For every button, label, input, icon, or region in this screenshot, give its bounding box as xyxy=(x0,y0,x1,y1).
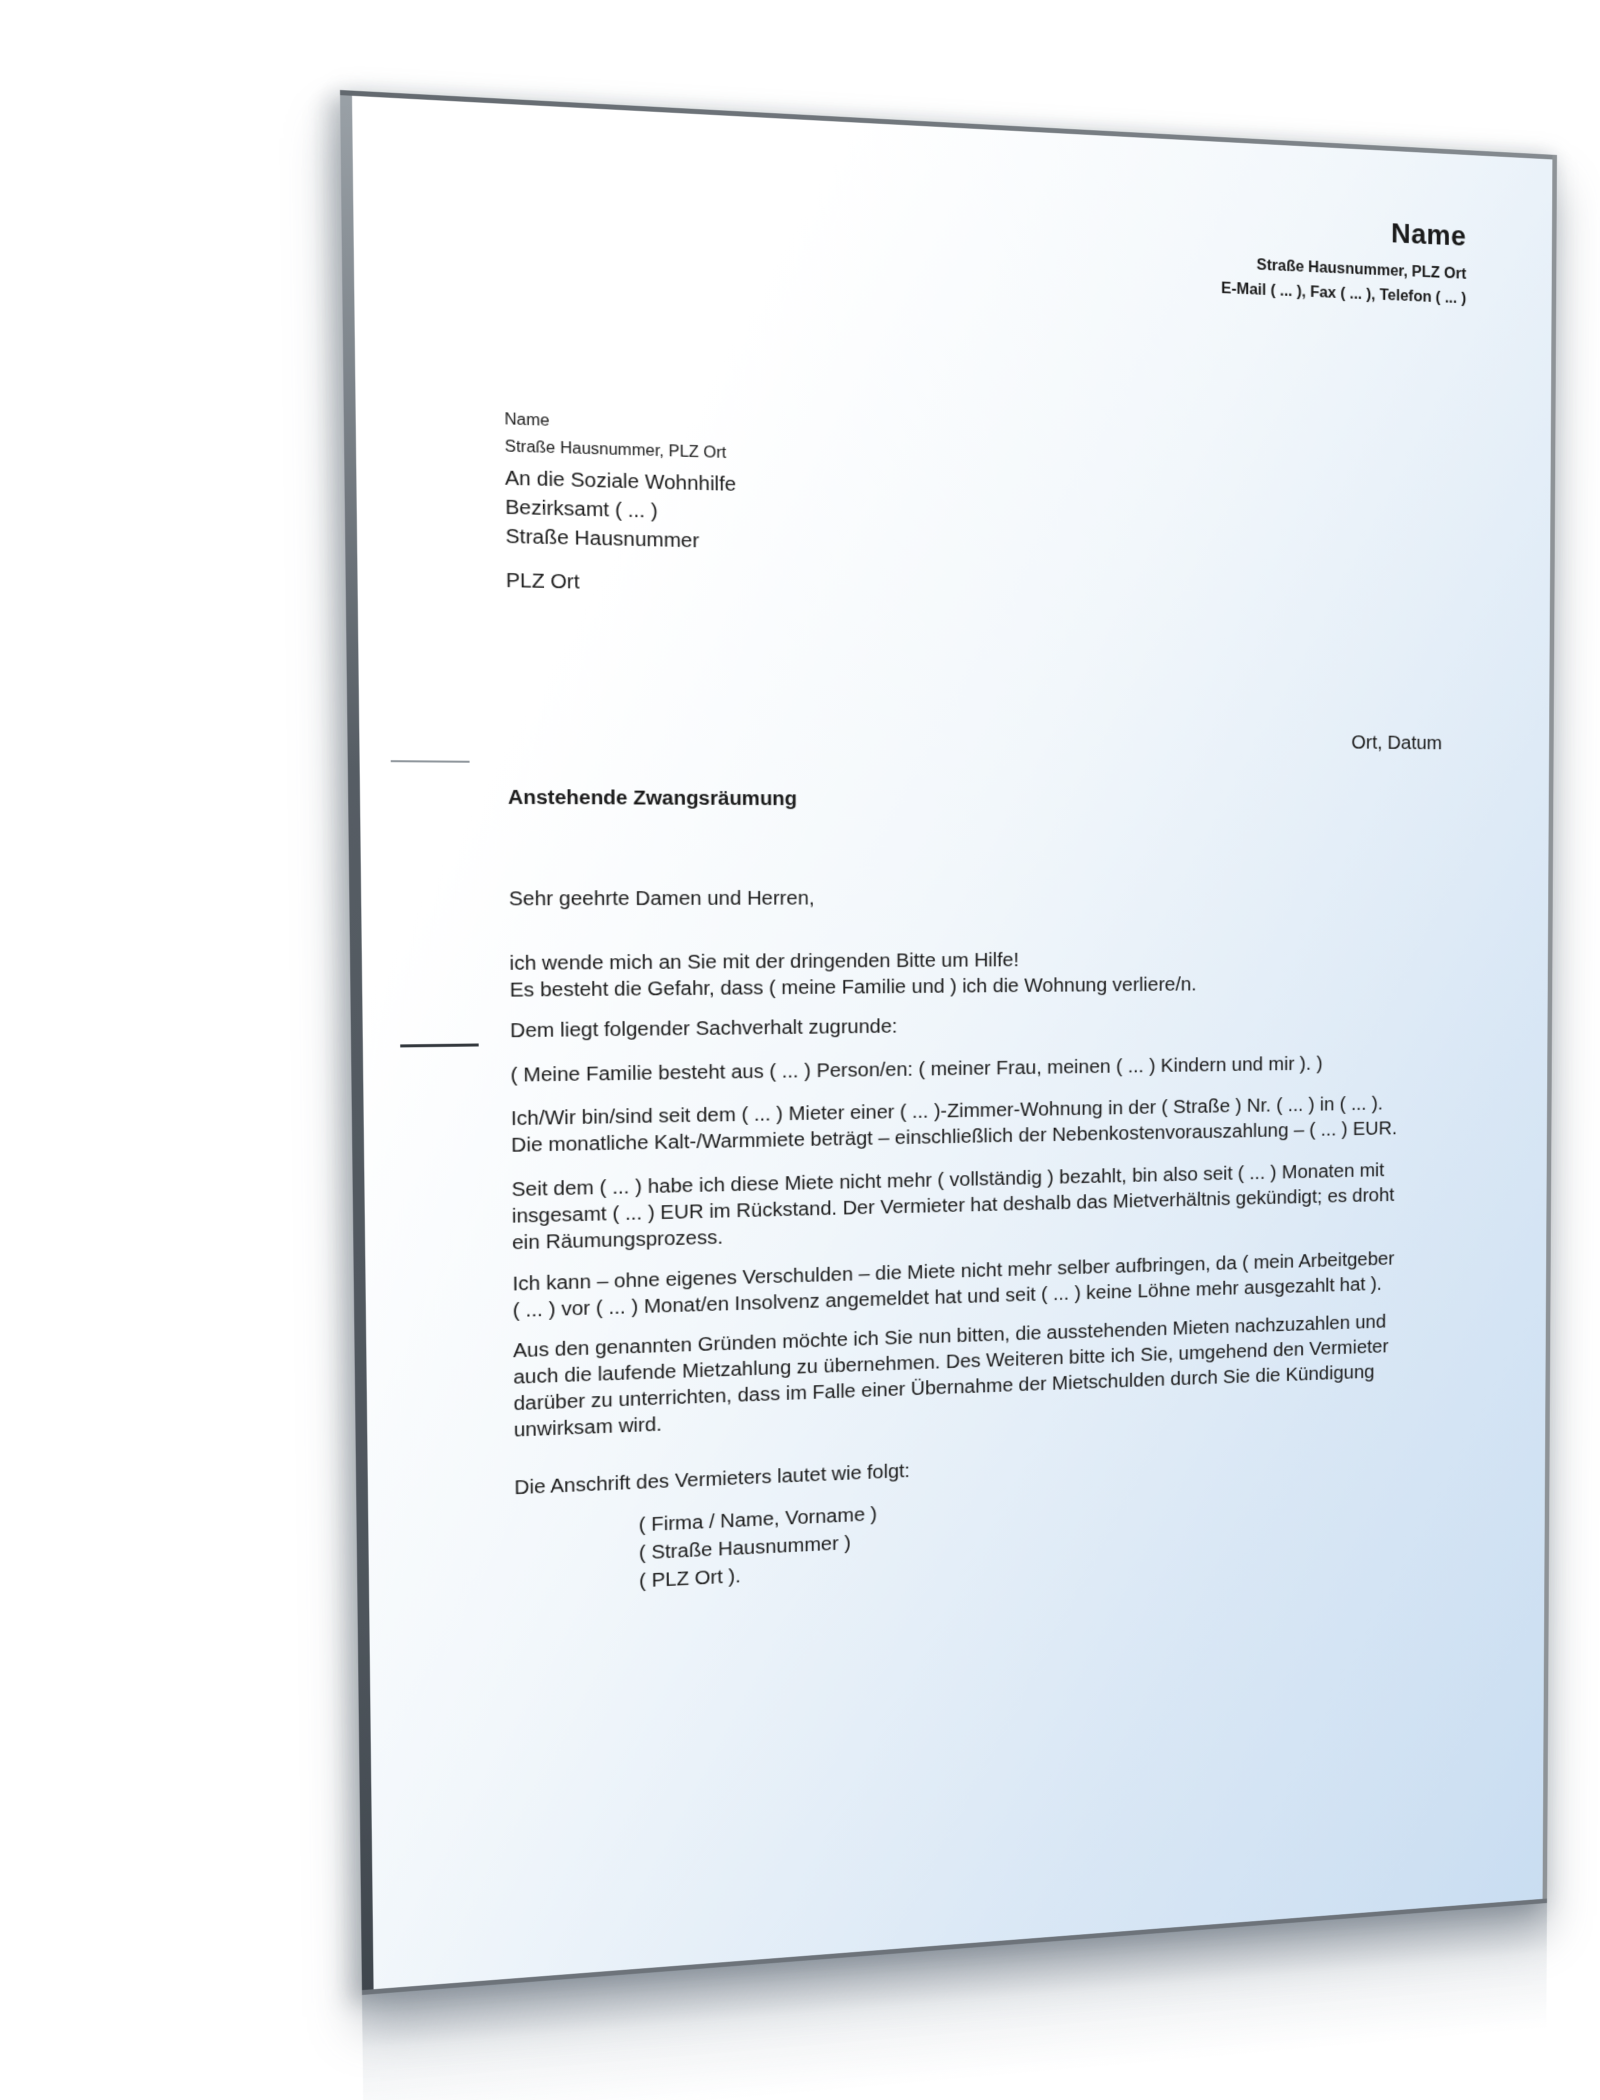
page-left-edge xyxy=(340,90,374,1995)
body-paragraph: ( Meine Familie besteht aus ( ... ) Person/en: ( meiner Frau, meinen ( ... ) Kindern und mir ). ) xyxy=(510,1053,1323,1087)
landlord-address-block: ( Firma / Name, Vorname ) ( Straße Hausnummer ) ( PLZ Ort ). xyxy=(638,1504,878,1593)
letter-body xyxy=(509,885,1535,1602)
recipient-city: PLZ Ort xyxy=(505,570,580,594)
body-paragraph: Ich/Wir bin/sind seit dem ( ... ) Mieter einer ( ... )-Zimmer-Wohnung in der ( Straße ) Nr. ( ... ) in ( ... ). Die monatliche Kalt-/Warmmiete beträgt – einschließlich der Nebenkostenvorauszahlung – ( ... ) EUR. xyxy=(510,1093,1398,1157)
sender-address-line: Straße Hausnummer, PLZ Ort xyxy=(1256,257,1467,283)
return-address-name: Name xyxy=(504,411,550,430)
letter-page xyxy=(340,90,1557,1995)
page-top-edge xyxy=(340,90,1557,160)
salutation: Sehr geehrte Damen und Herren, xyxy=(508,887,815,911)
body-paragraph: Die Anschrift des Vermieters lautet wie folgt: xyxy=(514,1460,911,1500)
recipient-address: An die Soziale Wohnhilfe Bezirksamt ( ... ) Straße Hausnummer xyxy=(504,467,737,553)
return-address-block xyxy=(504,406,726,467)
fold-mark xyxy=(391,760,470,763)
sender-contact-line: E-Mail ( ... ), Fax ( ... ), Telefon ( ... ) xyxy=(1221,280,1467,308)
hole-punch-mark xyxy=(400,1043,478,1047)
page-right-edge xyxy=(1543,155,1557,1904)
sender-block xyxy=(1221,210,1466,311)
subject-line: Anstehende Zwangsräumung xyxy=(507,786,798,811)
page-reflection xyxy=(362,1903,1547,2100)
body-paragraph: ich wende mich an Sie mit der dringenden Bitte um Hilfe! Es besteht die Gefahr, dass ( meine Familie und ) ich die Wohnung verliere/n. xyxy=(509,949,1197,1002)
body-paragraph: Ich kann – ohne eigenes Verschulden – die Miete nicht mehr selber aufbringen, da ( mein Arbeitgeber ( ... ) vor ( ... ) Monat/en Insolvenz angemeldet hat und seit ( ... ) keine Löhne mehr ausgezahlt hat ). xyxy=(512,1248,1395,1322)
body-paragraph: Aus den genannten Gründen möchte ich Sie nun bitten, die ausstehenden Mieten nachzuzahlen und auch die laufende Mietzahlung zu übernehmen. Des Weiteren bitte ich Sie, umgehend den Vermieter darüber zu unterrichten, dass im Falle einer Übernahme der Mietschulden durch Sie die Kündigung unwirksam wird. xyxy=(512,1311,1389,1442)
date-line: Ort, Datum xyxy=(1351,732,1443,754)
body-paragraph: Dem liegt folgender Sachverhalt zugrunde: xyxy=(510,1016,898,1043)
body-paragraph: Seit dem ( ... ) habe ich diese Miete nicht mehr ( vollständig ) bezahlt, bin also seit ( ... ) Monaten mit insgesamt ( ... ) EUR im Rückstand. Der Vermieter hat deshalb das Mietverhältnis gekündigt; es droht ein Räumungsprozess. xyxy=(511,1160,1395,1255)
sender-name: Name xyxy=(1390,218,1467,253)
return-address-street: Straße Hausnummer, PLZ Ort xyxy=(504,438,727,462)
